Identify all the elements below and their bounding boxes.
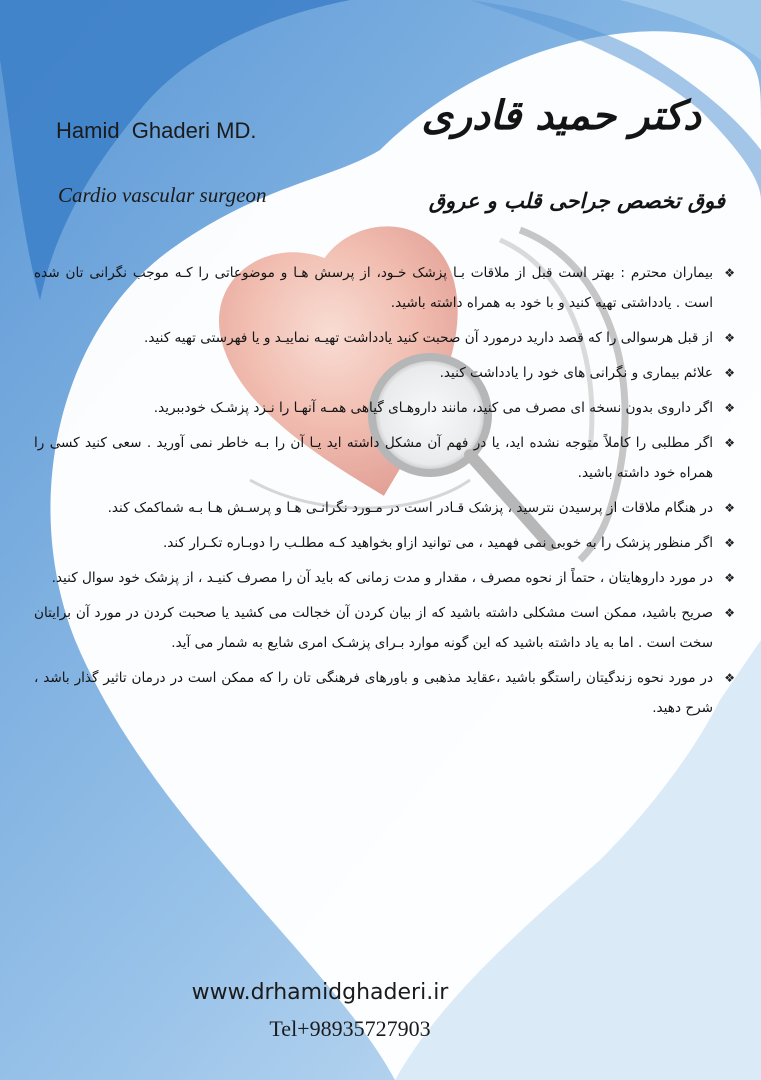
advice-text: اگر داروی بدون نسخه ای مصرف می کنید، مانند داروهـای گیاهی همـه آنهـا را نـزد پزشـک خودببرید.: [153, 400, 713, 416]
list-item: [34, 663, 735, 723]
diamond-bullet-icon: ❖: [724, 331, 735, 345]
advice-text: در مورد نحوه زندگیتان راستگو باشید ،عقاید مذهبی و باورهای فرهنگی تان را که ممکن است در درمان تاثیر گذار باشد ، شرح دهید.: [34, 670, 713, 716]
advice-text: اگر مطلبی را کاملاً متوجه نشده اید، یا در فهم آن مشکل داشته اید یـا آن را بـه خاطر نمی آورید . سعی کنید کسی را همراه خود داشته باشید.: [34, 435, 713, 481]
patient-advice-list: [34, 258, 735, 728]
advice-text: از قبل هرسوالی را که قصد دارید درمورد آن صحبت کنید یادداشت تهیـه نماییـد و یا فهرستی تهیه کنید.: [144, 330, 713, 346]
list-item: [34, 358, 735, 388]
specialty-persian: فوق تخصص جراحی قلب و عروق: [428, 188, 725, 213]
diamond-bullet-icon: ❖: [724, 401, 735, 415]
list-item: [34, 323, 735, 353]
list-item: [34, 493, 735, 523]
diamond-bullet-icon: ❖: [724, 536, 735, 550]
advice-text: در هنگام ملاقات از پرسیدن نترسید ، پزشک قـادر است در مـورد نگرانـی هـا و پرسـش هـا بـه شماکمک کند.: [107, 500, 713, 516]
list-item: [34, 393, 735, 423]
diamond-bullet-icon: ❖: [724, 671, 735, 685]
diamond-bullet-icon: ❖: [724, 606, 735, 620]
advice-text: در مورد داروهایتان ، حتماً از نحوه مصرف ، مقدار و مدت زمانی که باید آن را مصرف کنیـد ، از پزشک خود سوال کنید.: [51, 570, 713, 586]
website-link[interactable]: www.drhamidghaderi.ir: [191, 980, 449, 1005]
specialty-english: Cardio vascular surgeon: [58, 183, 267, 207]
list-item: [34, 598, 735, 658]
advice-text: اگر منظور پزشک را به خوبی نمی فهمید ، می توانید ازاو بخواهید کـه مطلـب را دوبـاره تکـرار کند.: [162, 535, 713, 551]
advice-text: علائم بیماری و نگرانی های خود را یادداشت کنید.: [439, 365, 713, 381]
advice-text: بیماران محترم : بهتر است قبل از ملاقات بـا پزشک خـود، از پرسش هـا و موضوعاتی را کـه موجب نگرانی تان شده است . یادداشتی تهیه کنید و با خود به همراه داشته باشید.: [34, 265, 713, 311]
phone-number: Tel+98935727903: [269, 1016, 431, 1041]
list-item: [34, 563, 735, 593]
doctor-name-english: Hamid Ghaderi MD.: [56, 118, 257, 143]
diamond-bullet-icon: ❖: [724, 266, 735, 280]
diamond-bullet-icon: ❖: [724, 436, 735, 450]
list-item: [34, 428, 735, 488]
doctor-name-persian: دکتر حمید قادری: [421, 92, 701, 139]
list-item: [34, 258, 735, 318]
diamond-bullet-icon: ❖: [724, 366, 735, 380]
advice-text: صریح باشید، ممکن است مشکلی داشته باشید که از بیان کردن آن خجالت می کشید یا صحبت کردن در مورد آن برایتان سخت است . اما به یاد داشته باشید که این گونه موارد بـرای پزشـک امری شایع به شمار می آید.: [34, 605, 713, 651]
diamond-bullet-icon: ❖: [724, 571, 735, 585]
list-item: [34, 528, 735, 558]
diamond-bullet-icon: ❖: [724, 501, 735, 515]
